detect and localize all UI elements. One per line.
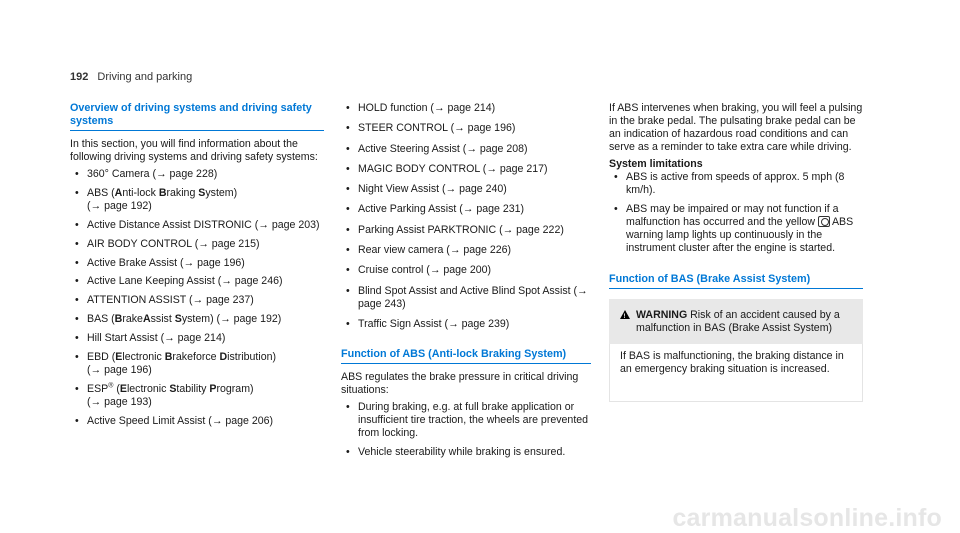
chapter-title: Driving and parking [97,71,193,83]
systems-column [341,102,591,465]
system-limitations-heading: System limitations [609,158,703,170]
page-header [70,71,192,84]
warning-body: If BAS is malfunctioning, the braking distance in an emergency braking situation is increased. [609,344,863,402]
abs-function-heading: Function of ABS (Anti-lock Braking System) [341,348,591,365]
warning-header [609,299,863,344]
warning-box [609,299,863,402]
list-item: • ATTENTION ASSIST (→ page 237) [70,294,324,307]
overview-list [70,168,324,428]
list-item: • Active Parking Assist (→ page 231) [341,203,591,216]
page-ref-link[interactable]: (→ page 192) [87,199,152,212]
list-item: • Parking Assist PARKTRONIC (→ page 222) [341,224,591,237]
systems-list [341,102,591,331]
list-item: • Hill Start Assist (→ page 214) [70,332,324,345]
list-item: • Active Steering Assist (→ page 208) [341,143,591,156]
warning-label: WARNING [636,309,688,322]
list-item: • ABS is active from speeds of approx. 5 mph (8 km/h). [609,171,863,197]
list-item: • STEER CONTROL (→ page 196) [341,122,591,135]
page-ref-link[interactable]: (→ page 196) [87,364,152,377]
list-item: • Active Speed Limit Assist (→ page 206) [70,415,324,428]
watermark: carmanualsonline.info [672,504,942,532]
list-item: • 360° Camera (→ page 228) [70,168,324,181]
list-item: • Blind Spot Assist and Active Blind Spot Assist (→ page 243) [341,285,591,311]
list-item: • Active Lane Keeping Assist (→ page 246) [70,275,324,288]
list-item-bas: • BAS (BrakeAssist System) (→ page 192) [70,313,324,326]
list-item: • Vehicle steerability while braking is ensured. [341,446,591,459]
list-item: • Active Brake Assist (→ page 196) [70,257,324,270]
list-item-esp: • ESP® (Electronic Stability Program) (→ page 193) [70,383,324,409]
page-number: 192 [70,71,89,83]
page-ref-link[interactable]: (→ page 193) [87,395,152,408]
list-item: • HOLD function (→ page 214) [341,102,591,115]
bas-function-heading: Function of BAS (Brake Assist System) [609,273,863,290]
list-item: • Rear view camera (→ page 226) [341,244,591,257]
abs-warning-lamp-icon [818,216,830,227]
warning-triangle-icon [620,310,630,319]
abs-intro: ABS regulates the brake pressure in critical driving situations: [341,371,579,397]
list-item: • Night View Assist (→ page 240) [341,183,591,196]
warning-text: Risk of an accident caused by a malfunction in BAS (Brake Assist System) [636,309,840,335]
list-item: • MAGIC BODY CONTROL (→ page 217) [341,163,591,176]
overview-column [70,102,324,434]
list-item: • Active Distance Assist DISTRONIC (→ page 203) [70,219,324,232]
list-item: • AIR BODY CONTROL (→ page 215) [70,238,324,251]
list-item: • Cruise control (→ page 200) [341,264,591,277]
list-item-abs: • ABS (Anti-lock Braking System) (→ page 192) [70,187,324,213]
list-item: • During braking, e.g. at full brake application or insufficient tire traction, the wheels are prevented from locking. [341,401,591,440]
abs-details-column [609,102,863,402]
list-item-ebd: • EBD (Electronic Brakeforce Distribution) (→ page 196) [70,351,324,377]
list-item: • Traffic Sign Assist (→ page 239) [341,318,591,331]
limitations-list [609,171,863,255]
abs-list [341,401,591,459]
overview-heading: Overview of driving systems and driving safety systems [70,102,324,131]
list-item: • ABS may be impaired or may not function if a malfunction has occurred and the yellow ABS warning lamp lights up continuously in the instrument cluster after the engine is started. [609,203,863,255]
overview-intro: In this section, you will find information about the following driving systems and driving safety systems: [70,138,318,163]
abs-pulsing-text: If ABS intervenes when braking, you will feel a pulsing in the brake pedal. The pulsating brake pedal can be an indication of hazardous road conditions and can serve as a reminder to take extra care while driving. [609,102,863,153]
